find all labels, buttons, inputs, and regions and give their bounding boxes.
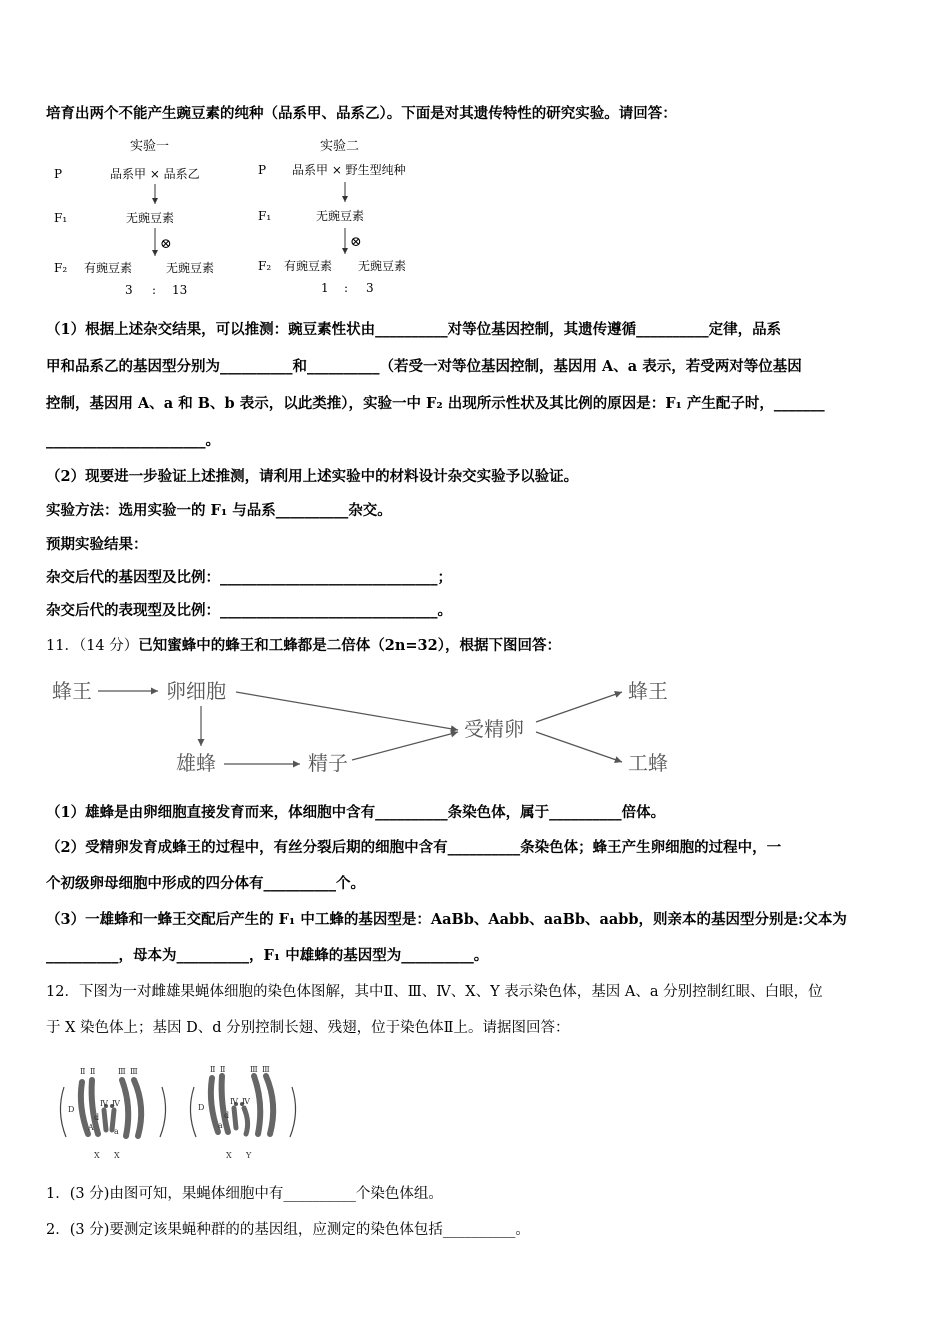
exp1-f2-left: 有豌豆素 bbox=[84, 261, 133, 275]
female-label-10: X bbox=[94, 1151, 100, 1160]
female-label-8: A bbox=[88, 1123, 94, 1132]
exp1-f2-right: 无豌豆素 bbox=[166, 261, 215, 275]
exp2-ratio-sep: : bbox=[344, 281, 349, 295]
male-label-9: X bbox=[226, 1151, 232, 1160]
exp2-ratio-left: 1 bbox=[321, 281, 329, 295]
exp1-ratio-left: 3 bbox=[125, 283, 133, 297]
exp1-p-label: P bbox=[54, 167, 63, 181]
bee-diagram bbox=[46, 670, 696, 785]
chromosome-figure bbox=[54, 1062, 314, 1162]
q11-line1: （1）雄蜂是由卵细胞直接发育而来，体细胞中含有__________条染色体，属于__________倍体。 bbox=[46, 804, 666, 821]
exp2-f1: 无豌豆素 bbox=[316, 209, 365, 223]
q11-line2: （2）受精卵发育成蜂王的过程中，有丝分裂后期的细胞中含有__________条染色体；蜂王产生卵细胞的过程中，一 bbox=[46, 839, 782, 856]
bee-queen-out: 蜂王 bbox=[628, 679, 668, 703]
female-karyotype bbox=[60, 1067, 165, 1160]
exp1-f1: 无豌豆素 bbox=[126, 211, 175, 225]
exp1-ratio-sep: : bbox=[152, 283, 157, 297]
q11-line3: 个初级卵母细胞中形成的四分体有__________个。 bbox=[46, 875, 365, 892]
bee-drone: 雄蜂 bbox=[176, 751, 216, 775]
q12-sub2: 2．(3 分)要测定该果蝇种群的的基因组，应测定的染色体包括__________。 bbox=[46, 1222, 530, 1238]
q10-p1-line3: 控制，基因用 A、a 和 B、b 表示，以此类推），实验一中 F₂ 出现所示性状及其比例的原因是：F₁ 产生配子时，_______ bbox=[46, 395, 825, 412]
q10-p2-line4: 杂交后代的基因型及比例：______________________________； bbox=[46, 569, 452, 586]
q11-number: 11．（14 分） bbox=[46, 638, 139, 654]
exp1-f1-label: F₁ bbox=[54, 211, 68, 225]
q11-line5: __________，母本为__________，F₁ 中雄蜂的基因型为__________。 bbox=[46, 947, 489, 964]
q12-sub1: 1．(3 分)由图可知，果蝇体细胞中有__________个染色体组。 bbox=[46, 1186, 443, 1202]
female-label-4: Ⅳ bbox=[100, 1099, 108, 1108]
male-label-10: Y bbox=[246, 1151, 252, 1160]
female-label-9: a bbox=[114, 1127, 119, 1136]
q10-p2-line1: （2）现要进一步验证上述推测，请利用上述实验中的材料设计杂交实验予以验证。 bbox=[46, 468, 579, 485]
male-karyotype bbox=[190, 1065, 295, 1160]
female-label-11: X bbox=[114, 1151, 120, 1160]
bee-egg: 卵细胞 bbox=[166, 679, 226, 703]
q10-p1-line4: ______________________。 bbox=[46, 432, 220, 449]
female-label-5: Ⅳ bbox=[112, 1099, 120, 1108]
q12-line1: 12．下图为一对雌雄果蝇体细胞的染色体图解，其中Ⅱ、Ⅲ、Ⅳ、X、Y 表示染色体，基因 A、a 分别控制红眼、白眼，位 bbox=[46, 984, 823, 1000]
female-label-0: Ⅱ bbox=[80, 1067, 86, 1076]
q10-p2-line2: 实验方法：选用实验一的 F₁ 与品系__________杂交。 bbox=[46, 502, 392, 519]
male-label-3: Ⅲ bbox=[262, 1065, 270, 1074]
q11-title bbox=[46, 636, 561, 656]
exp2-p-label: P bbox=[258, 163, 267, 177]
bee-queen: 蜂王 bbox=[52, 679, 92, 703]
bee-zygote: 受精卵 bbox=[464, 717, 524, 741]
exp1-selfing-symbol: ⊗ bbox=[160, 236, 172, 252]
male-label-5: Ⅳ bbox=[242, 1097, 250, 1106]
female-label-7: d bbox=[94, 1113, 100, 1122]
female-label-6: D bbox=[68, 1105, 75, 1114]
exp1-title: 实验一 bbox=[130, 139, 170, 154]
exp2-f2-label: F₂ bbox=[258, 259, 272, 273]
exp2-selfing-symbol: ⊗ bbox=[350, 234, 362, 250]
male-label-4: Ⅳ bbox=[230, 1097, 238, 1106]
intro-text: 培育出两个不能产生豌豆素的纯种（品系甲、品系乙）。下面是对其遗传特性的研究实验。请回答： bbox=[46, 105, 677, 122]
exp2-f2-right: 无豌豆素 bbox=[358, 259, 407, 273]
female-label-3: Ⅲ bbox=[130, 1067, 138, 1076]
q10-p1-line1: （1）根据上述杂交结果，可以推测：豌豆素性状由__________对等位基因控制，其遗传遵循__________定律，品系 bbox=[46, 321, 782, 338]
exp2-title: 实验二 bbox=[320, 139, 360, 154]
exp2-ratio-right: 3 bbox=[366, 281, 374, 295]
q10-p2-line3: 预期实验结果： bbox=[46, 536, 148, 553]
female-label-1: Ⅱ bbox=[90, 1067, 96, 1076]
bee-worker: 工蜂 bbox=[628, 751, 668, 775]
q11-title-text: 已知蜜蜂中的蜂王和工蜂都是二倍体（2n=32），根据下图回答： bbox=[138, 637, 561, 654]
exp1-f2-label: F₂ bbox=[54, 261, 68, 275]
exp1-cross: 品系甲 × 品系乙 bbox=[110, 167, 200, 181]
q10-p1-line2: 甲和品系乙的基因型分别为__________和__________（若受一对等位基因控制，基因用 A、a 表示，若受两对等位基因 bbox=[46, 358, 802, 375]
male-label-6: D bbox=[198, 1103, 205, 1112]
exp2-cross: 品系甲 × 野生型纯种 bbox=[292, 163, 406, 177]
male-label-1: Ⅱ bbox=[220, 1065, 226, 1074]
q10-p2-line5: 杂交后代的表现型及比例：______________________________。 bbox=[46, 602, 452, 619]
q12-line2: 于 X 染色体上；基因 D、d 分别控制长翅、残翅，位于染色体Ⅱ上。请据图回答： bbox=[46, 1020, 570, 1036]
exp2-f2-left: 有豌豆素 bbox=[284, 259, 333, 273]
cross-diagram bbox=[40, 132, 440, 302]
exp2-f1-label: F₁ bbox=[258, 209, 272, 223]
male-label-7: d bbox=[224, 1111, 230, 1120]
female-label-2: Ⅲ bbox=[118, 1067, 126, 1076]
q11-line4: （3）一雄蜂和一蜂王交配后产生的 F₁ 中工蜂的基因型是：AaBb、Aabb、aaBb、aabb，则亲本的基因型分别是:父本为 bbox=[46, 911, 847, 928]
exp1-ratio-right: 13 bbox=[172, 283, 188, 297]
male-label-8: a bbox=[218, 1121, 223, 1130]
male-label-2: Ⅲ bbox=[250, 1065, 258, 1074]
bee-sperm: 精子 bbox=[308, 751, 348, 775]
male-label-0: Ⅱ bbox=[210, 1065, 216, 1074]
